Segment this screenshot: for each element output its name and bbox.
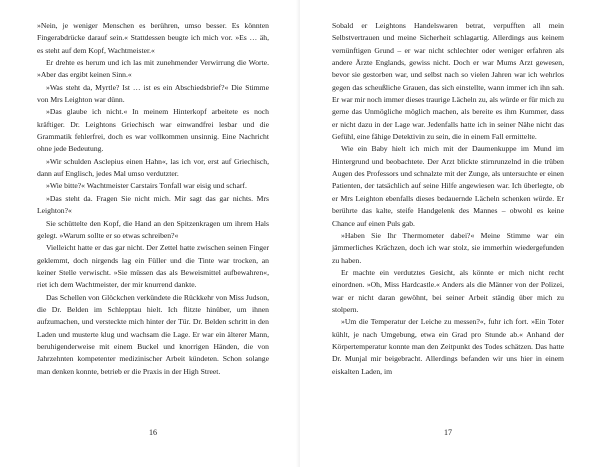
page-number: 16 — [149, 428, 157, 437]
paragraph: »Wir schulden Asclepius einen Hahn«, las ich vor, erst auf Griechisch, dann auf Englisch, jedes Mal umso verdutzter. — [37, 156, 269, 179]
paragraph: »Das steht da. Fragen Sie nicht mich. Mir sagt das gar nichts. Mrs Leighton?« — [37, 193, 269, 216]
paragraph: »Haben Sie Ihr Thermometer dabei?« Meine Stimme war ein jämmerliches Krächzen, doch ich war stolz, sie immerhin wiedergefunden zu haben. — [332, 230, 564, 265]
paragraph: Er drehte es herum und ich las mit zunehmender Verwirrung die Worte. »Aber das ergibt keinen Sinn.« — [37, 58, 269, 80]
paragraph: Er machte ein verdutztes Gesicht, als könnte er mich nicht recht einordnen. »Oh, Miss Hardcastle.« Anders als die Männer von der Polizei, war er nicht daran gewöhnt, bei seiner Arbeit ständig über mich zu stolpern. — [332, 267, 564, 314]
paragraph: »Um die Temperatur der Leiche zu messen?«, fuhr ich fort. »Ein Toter kühlt, je nach Umgebung, etwa ein Grad pro Stunde ab.« Anhand der Körpertemperatur konnte man den Zeitpunkt des Todes schätzen. Das hatte Dr. Munjal mir beigebracht. Allerdings befanden wir uns hier in einem eiskalten Laden, im — [332, 317, 564, 376]
paragraph: Das Schellen von Glöckchen verkündete die Rückkehr von Miss Judson, die Dr. Belden im Schlepptau hielt. Ich flitzte hinüber, um ihnen aufzumachen, und versteckte mich hinter der Tür. Dr. Belden schritt in den Laden und musterte klug und wachsam die Lage. Er war ein älterer Mann, beruhigenderweise mit einem Buckel und knorrigen Händen, die von Jahrzehnten kompetenter medizinischer Arbeit kündeten. Schon solange man denken konnte, betrieb er die Praxis in der High Street. — [37, 292, 269, 376]
paragraph: Vielleicht hatte er das gar nicht. Der Zettel hatte zwischen seinen Finger geklemmt, doch nirgends lag ein Füller und die Tinte war trocken, an keiner Stelle verwischt. »Sie müssen das als Beweismittel aufbewahren«, riet ich dem Wachtmeister, der mir knurrend dankte. — [37, 243, 269, 290]
paragraph: Sie schüttelte den Kopf, die Hand an den Spitzenkragen um ihrem Hals gelegt. »Warum sollte er so etwas schreiben?« — [37, 218, 269, 240]
page-number: 17 — [444, 428, 452, 437]
right-page-body — [332, 20, 564, 378]
right-page — [300, 0, 600, 467]
paragraph: »Wie bitte?« Wachtmeister Carstairs Tonfall war eisig und scharf. — [46, 181, 247, 191]
left-page-body — [37, 20, 269, 378]
paragraph: Wie ein Baby hielt ich mich mit der Daumenkuppe im Mund im Hintergrund und beobachtete. Der Arzt blickte stirnrunzelnd in die trüben Augen des Professors und schnalzte mit der Zunge, als untersuchte er einen Patienten, der tatsächlich auf seine Hilfe angewiesen war. Ich überlegte, ob er Mrs Leighton ebenfalls dieses bedauernde Lächeln schenken würde. Er berührte das kalte, steife Handgelenk des Mannes – obwohl es keine Chance auf einen Puls gab. — [332, 144, 564, 228]
paragraph: Sobald er Leightons Handelswaren betrat, verpufften all mein Selbstvertrauen und meine Sicherheit schlagartig. Allerdings aus keinem vernünftigen Grund – er war nicht schlechter oder weniger erfahren als andere Ärzte Englands, gewiss nicht. Doch er war Mums Arzt gewesen, bevor sie gestorben war, und selbst nach so vielen Jahren war ich wehrlos gegen das scheußliche Grauen, das sich einstellte, wann immer ich ihn sah. Er war mir noch immer dieses traurige Lächeln zu, als würde er für mich zu gerne das Unmögliche möglich machen, als bereite es ihm Kummer, dass er nicht dazu in der Lage war. Jedenfalls hatte ich in seiner Nähe nicht das Gefühl, eine fähige Detektivin zu sein, die in einem Fall ermittelte. — [332, 21, 564, 142]
paragraph: »Das glaube ich nicht.« In meinem Hinterkopf arbeitete es noch kräftiger. Dr. Leightons Griechisch war einwandfrei lesbar und die Grammatik fehlerfrei, doch es war vollkommen unsinnig. Eine Nachricht ohne jede Bedeutung. — [37, 107, 269, 154]
paragraph: »Was steht da, Myrtle? Ist … ist es ein Abschiedsbrief?« Die Stimme von Mrs Leighton war dünn. — [37, 82, 269, 105]
paragraph: »Nein, je weniger Menschen es berühren, umso besser. Es könnten Fingerabdrücke darauf sein.« Stattdessen beugte ich mich vor. »Es … äh, es steht auf dem Kopf, Wachtmeister.« — [37, 21, 269, 55]
